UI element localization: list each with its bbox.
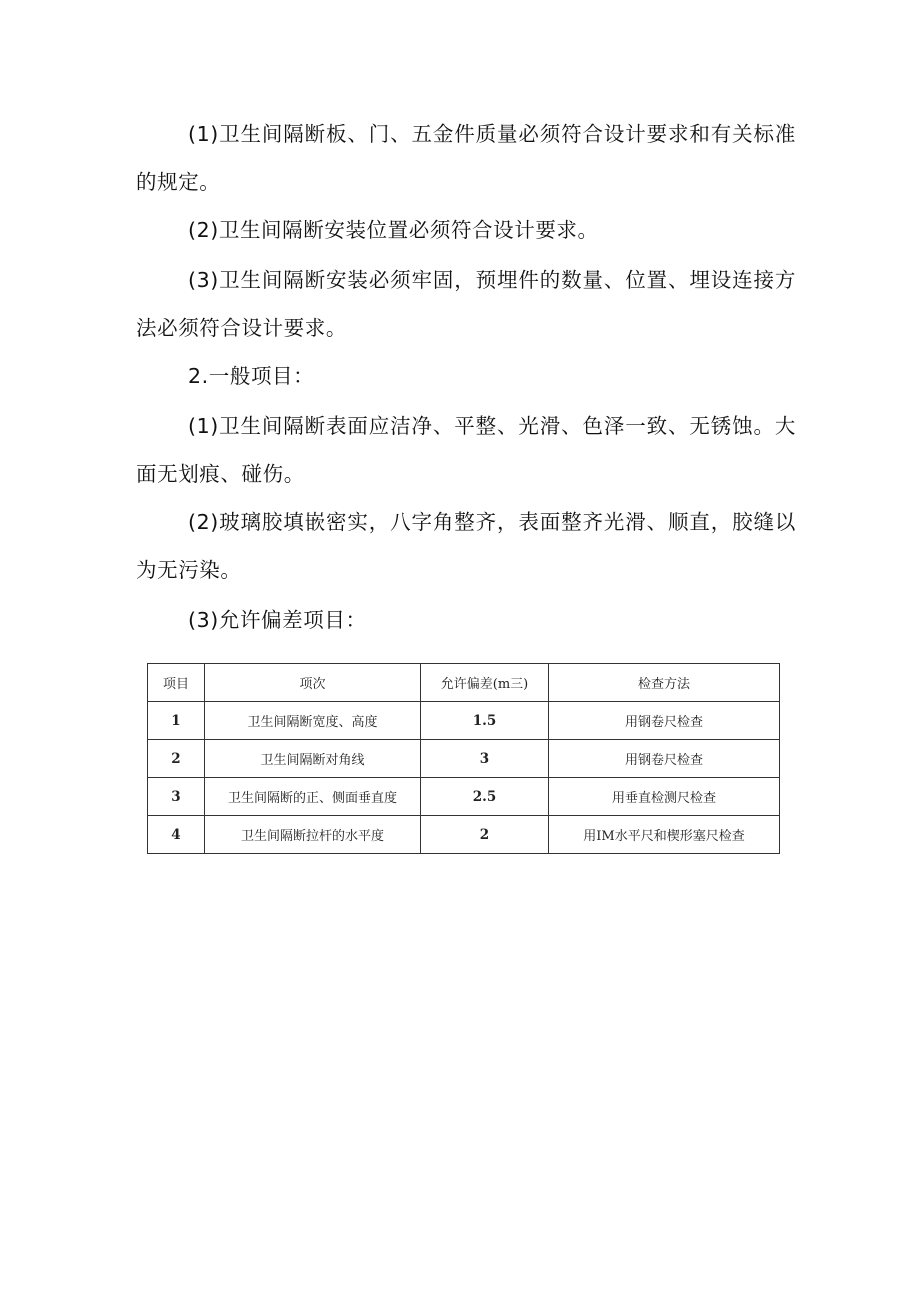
header-entry: 项次: [205, 664, 421, 702]
header-method: 检查方法: [549, 664, 780, 702]
cell-item: 2: [148, 740, 205, 778]
cell-entry: 卫生间隔断宽度、高度: [205, 702, 421, 740]
paragraph-main-item-3: (3)卫生间隔断安装必须牢固，预埋件的数量、位置、埋设连接方法必须符合设计要求。: [136, 268, 796, 340]
tolerance-table: [147, 663, 780, 854]
cell-method: 用钢卷尺检查: [549, 702, 780, 740]
cell-entry: 卫生间隔断拉杆的水平度: [205, 816, 421, 854]
cell-entry: 卫生间隔断对角线: [205, 740, 421, 778]
table-row: [148, 702, 780, 740]
cell-tolerance: 2: [421, 816, 549, 854]
table-row: [148, 740, 780, 778]
paragraph-main-item-1: (1)卫生间隔断板、门、五金件质量必须符合设计要求和有关标准的规定。: [136, 122, 796, 194]
paragraph-main-item-2: (2)卫生间隔断安装位置必须符合设计要求。: [188, 218, 599, 242]
cell-method: 用IM水平尺和楔形塞尺检查: [549, 816, 780, 854]
cell-tolerance: 1.5: [421, 702, 549, 740]
paragraph-general-item-2: (2)玻璃胶填嵌密实，八字角整齐，表面整齐光滑、顺直，胶缝以为无污染。: [136, 510, 796, 582]
table-row: [148, 816, 780, 854]
paragraph-general-item-1: (1)卫生间隔断表面应洁净、平整、光滑、色泽一致、无锈蚀。大面无划痕、碰伤。: [136, 414, 796, 486]
header-tolerance: 允许偏差(m三): [421, 664, 549, 702]
section-heading-general-items: 2.一般项目：: [188, 364, 315, 388]
cell-item: 4: [148, 816, 205, 854]
header-item: 项目: [148, 664, 205, 702]
paragraph-general-item-3: (3)允许偏差项目：: [188, 608, 367, 632]
cell-item: 1: [148, 702, 205, 740]
cell-tolerance: 2.5: [421, 778, 549, 816]
cell-method: 用垂直检测尺检查: [549, 778, 780, 816]
cell-method: 用钢卷尺检查: [549, 740, 780, 778]
cell-tolerance: 3: [421, 740, 549, 778]
table-row: [148, 778, 780, 816]
cell-item: 3: [148, 778, 205, 816]
cell-entry: 卫生间隔断的正、侧面垂直度: [205, 778, 421, 816]
table-header-row: [148, 664, 780, 702]
